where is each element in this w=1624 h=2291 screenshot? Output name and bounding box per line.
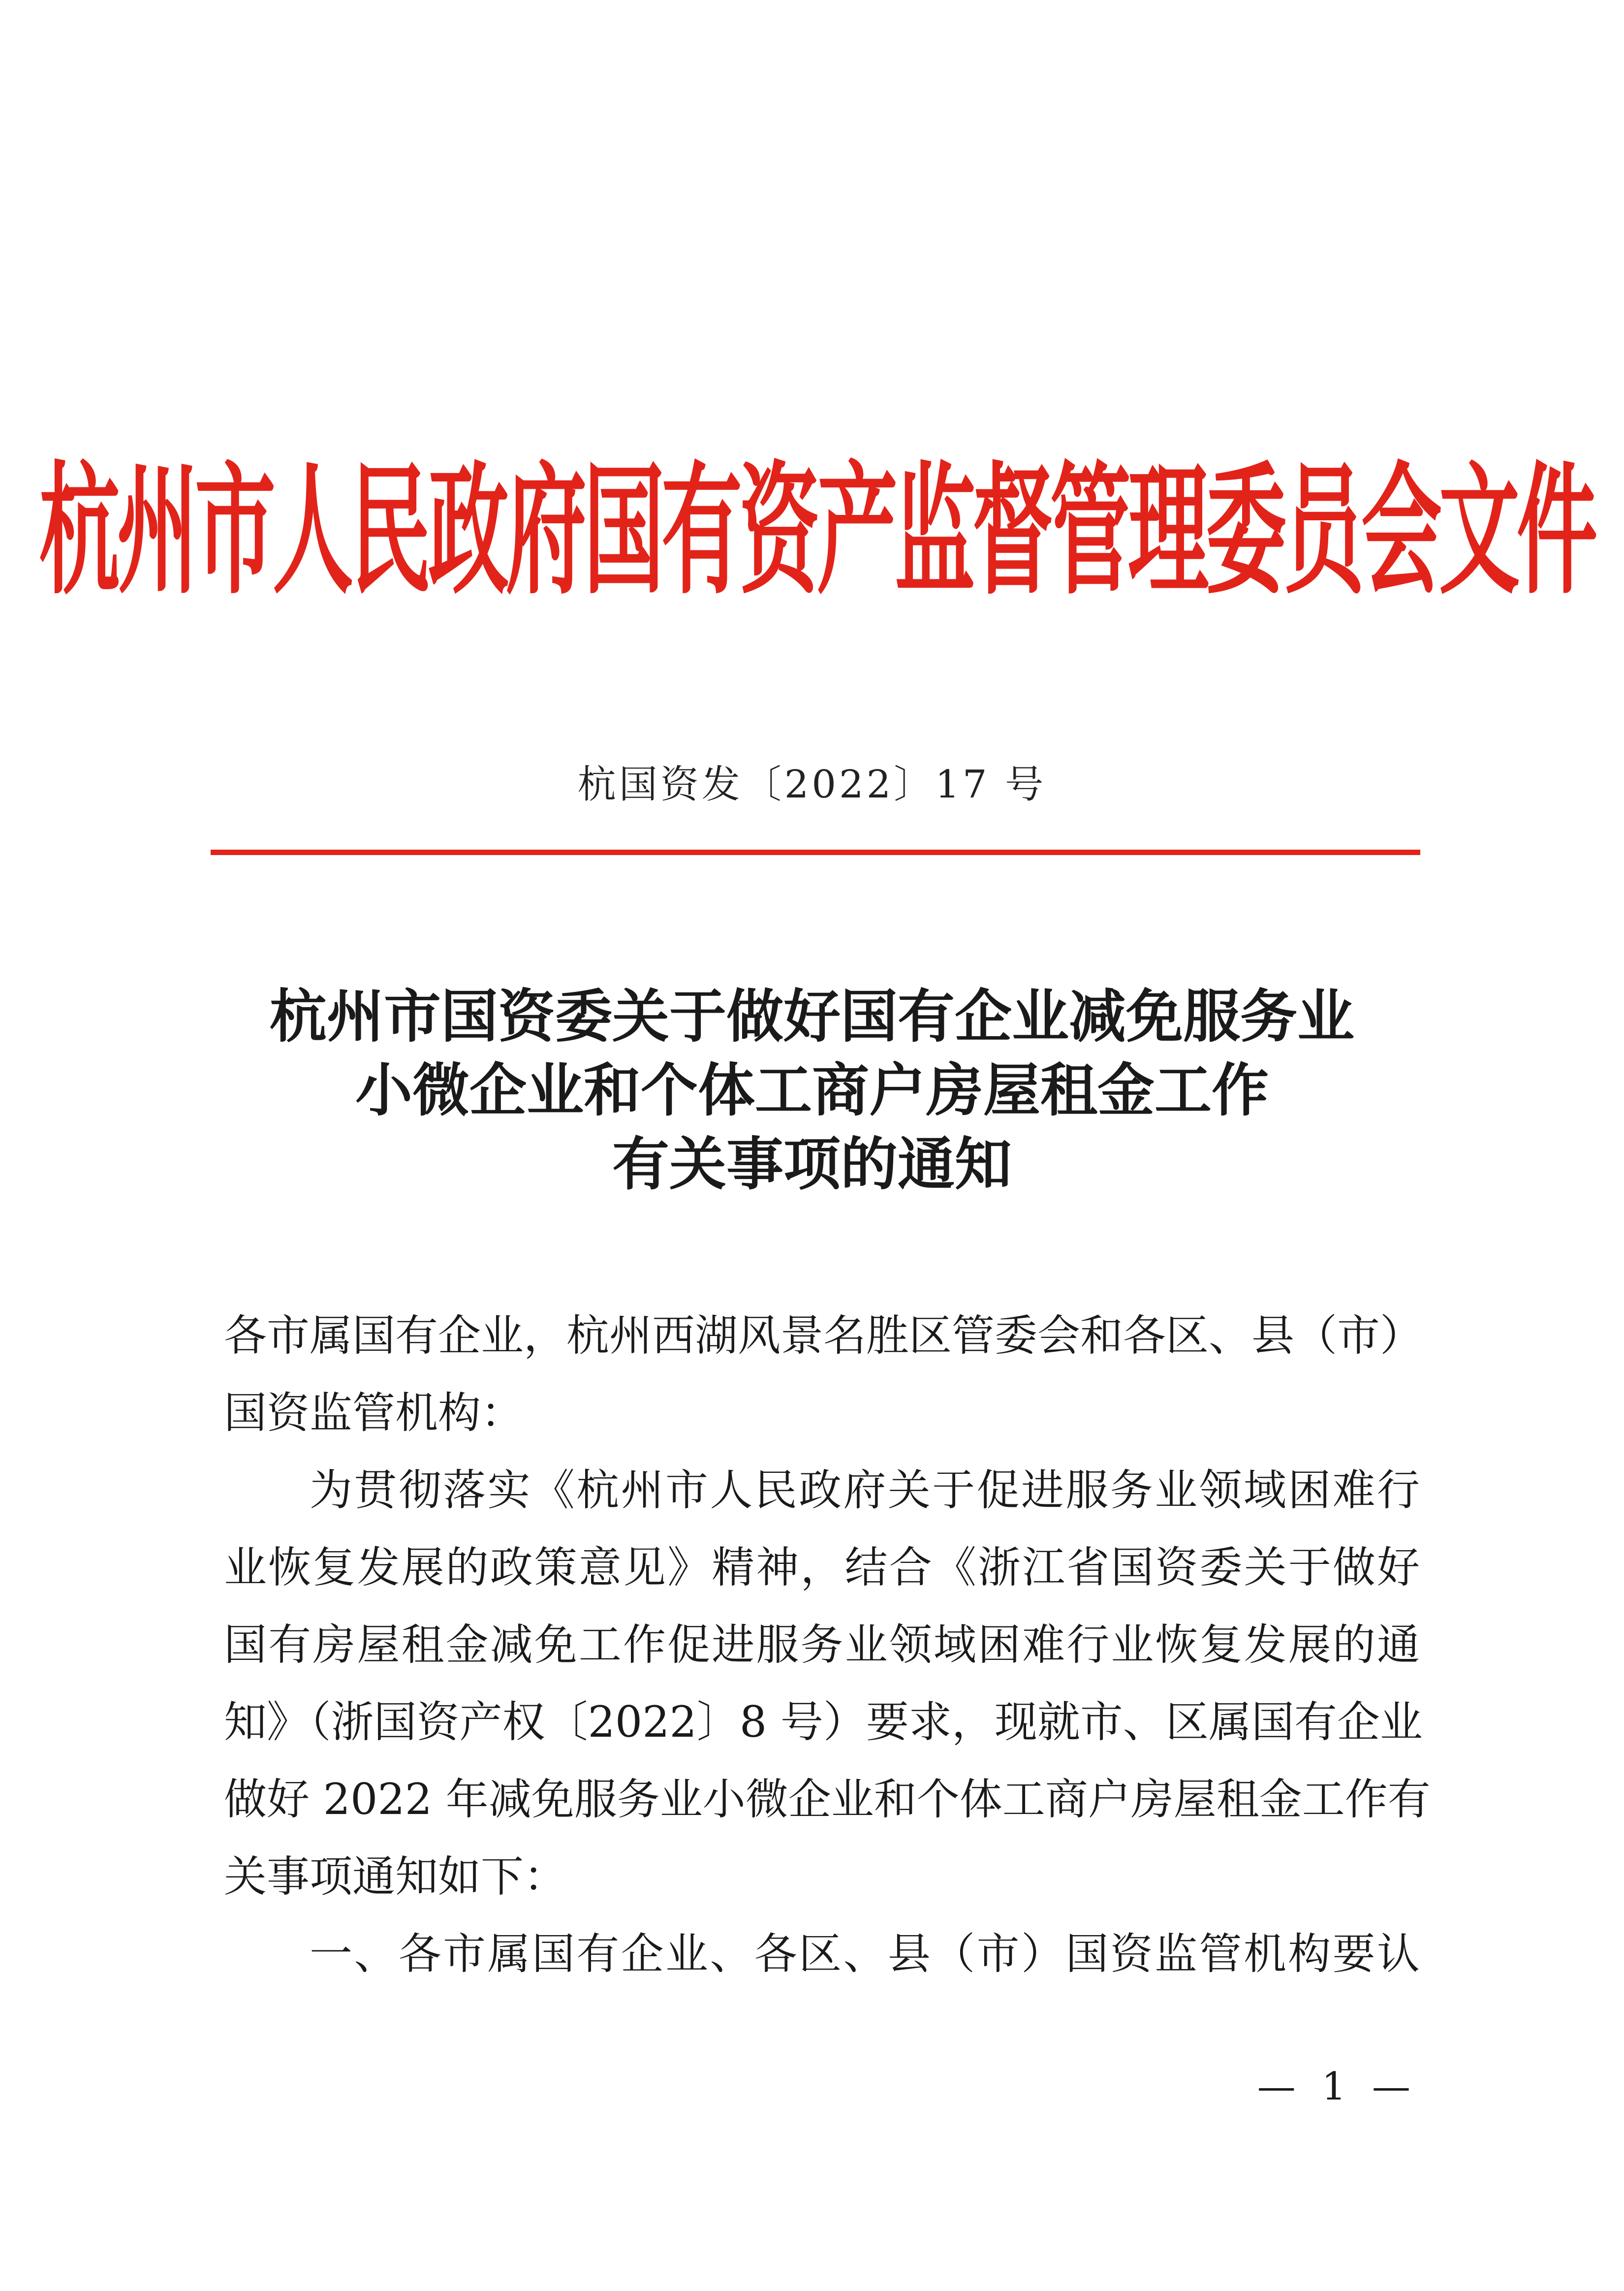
addressee-line: 国资监管机构： — [224, 1388, 524, 1438]
body-line: 为贯彻落实《杭州市人民政府关于促进服务业领域困难行 — [310, 1465, 1420, 1515]
document-body — [224, 1297, 1431, 1993]
body-line: 国有房屋租金减免工作促进服务业领域困难行业恢复发展的通 — [224, 1620, 1420, 1670]
body-line: 一、各市属国有企业、各区、县（市）国资监管机构要认 — [310, 1929, 1420, 1979]
document-title — [148, 980, 1476, 1201]
title-line: 杭州市国资委关于做好国有企业减免服务业 — [270, 983, 1354, 1050]
page-number: — 1 — — [1257, 2065, 1417, 2109]
body-line: 做好 2022 年减免服务业小微企业和个体工商户房屋租金工作有 — [224, 1774, 1431, 1824]
document-number: 杭国资发〔2022〕17 号 — [577, 763, 1047, 807]
addressee-line: 各市属国有企业，杭州西湖风景名胜区管委会和各区、县（市） — [224, 1310, 1423, 1361]
body-line: 业恢复发展的政策意见》精神，结合《浙江省国资委关于做好 — [224, 1542, 1420, 1592]
red-divider — [211, 850, 1420, 855]
body-line: 关事项通知如下： — [224, 1851, 566, 1902]
masthead — [39, 428, 1595, 635]
body-line: 知》（浙国资产权〔2022〕8 号）要求，现就市、区属国有企业 — [224, 1697, 1423, 1747]
masthead-title: 杭州市人民政府国有资产监督管理委员会文件 — [39, 449, 1595, 614]
title-line: 小微企业和个体工商户房屋租金工作 — [355, 1057, 1269, 1124]
title-line: 有关事项的通知 — [612, 1131, 1012, 1198]
